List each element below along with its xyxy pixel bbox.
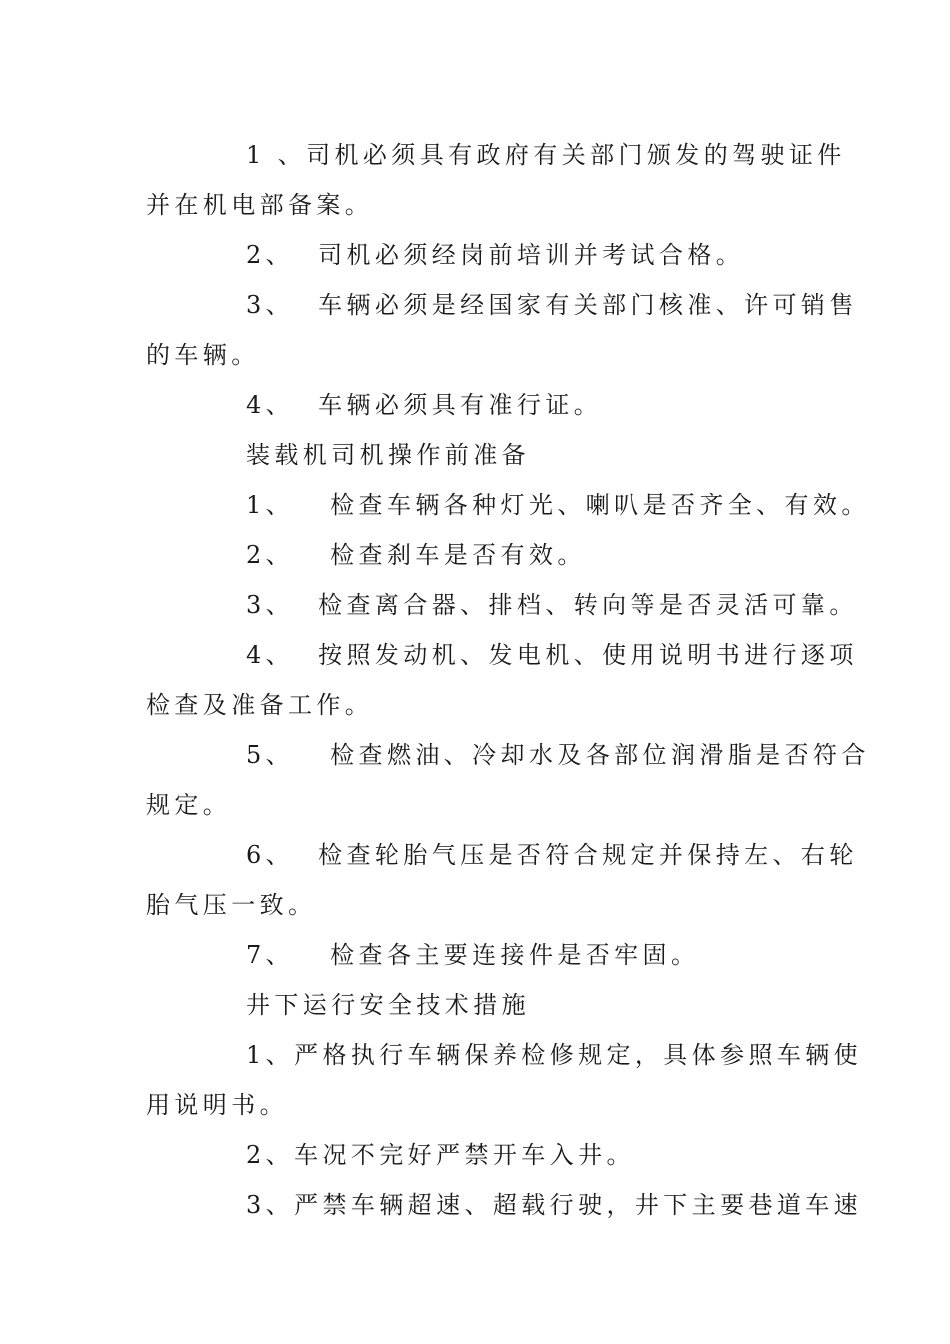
text-line: 用说明书。 xyxy=(146,1091,288,1119)
document-body xyxy=(146,130,870,1230)
text-line: 3、 车辆必须是经国家有关部门核准、许可销售 xyxy=(246,291,858,319)
text-line: 1、严格执行车辆保养检修规定，具体参照车辆使 xyxy=(246,1041,863,1069)
text-line: 5、 检查燃油、冷却水及各部位润滑脂是否符合 xyxy=(246,741,870,769)
text-line: 4、 车辆必须具有准行证。 xyxy=(246,391,603,419)
text-line: 胎气压一致。 xyxy=(146,891,317,919)
text-line: 2、 检查刹车是否有效。 xyxy=(246,541,586,569)
section-heading: 井下运行安全技术措施 xyxy=(246,991,530,1019)
text-line: 的车辆。 xyxy=(146,341,260,369)
text-line: 规定。 xyxy=(146,791,232,819)
section-heading: 装载机司机操作前准备 xyxy=(246,441,530,469)
text-line: 1、 检查车辆各种灯光、喇叭是否齐全、有效。 xyxy=(246,491,870,519)
text-line: 检查及准备工作。 xyxy=(146,691,374,719)
text-line: 7、 检查各主要连接件是否牢固。 xyxy=(246,941,700,969)
text-line: 3、 检查离合器、排档、转向等是否灵活可靠。 xyxy=(246,591,858,619)
text-line: 4、 按照发动机、发电机、使用说明书进行逐项 xyxy=(246,641,858,669)
text-line: 并在机电部备案。 xyxy=(146,191,374,219)
text-line: 6、 检查轮胎气压是否符合规定并保持左、右轮 xyxy=(246,841,858,869)
text-line: 1 、司机必须具有政府有关部门颁发的驾驶证件 xyxy=(246,141,846,169)
text-line: 2、 司机必须经岗前培训并考试合格。 xyxy=(246,241,745,269)
text-line: 2、车况不完好严禁开车入井。 xyxy=(246,1141,635,1169)
text-line: 3、严禁车辆超速、超载行驶，井下主要巷道车速 xyxy=(246,1191,863,1219)
